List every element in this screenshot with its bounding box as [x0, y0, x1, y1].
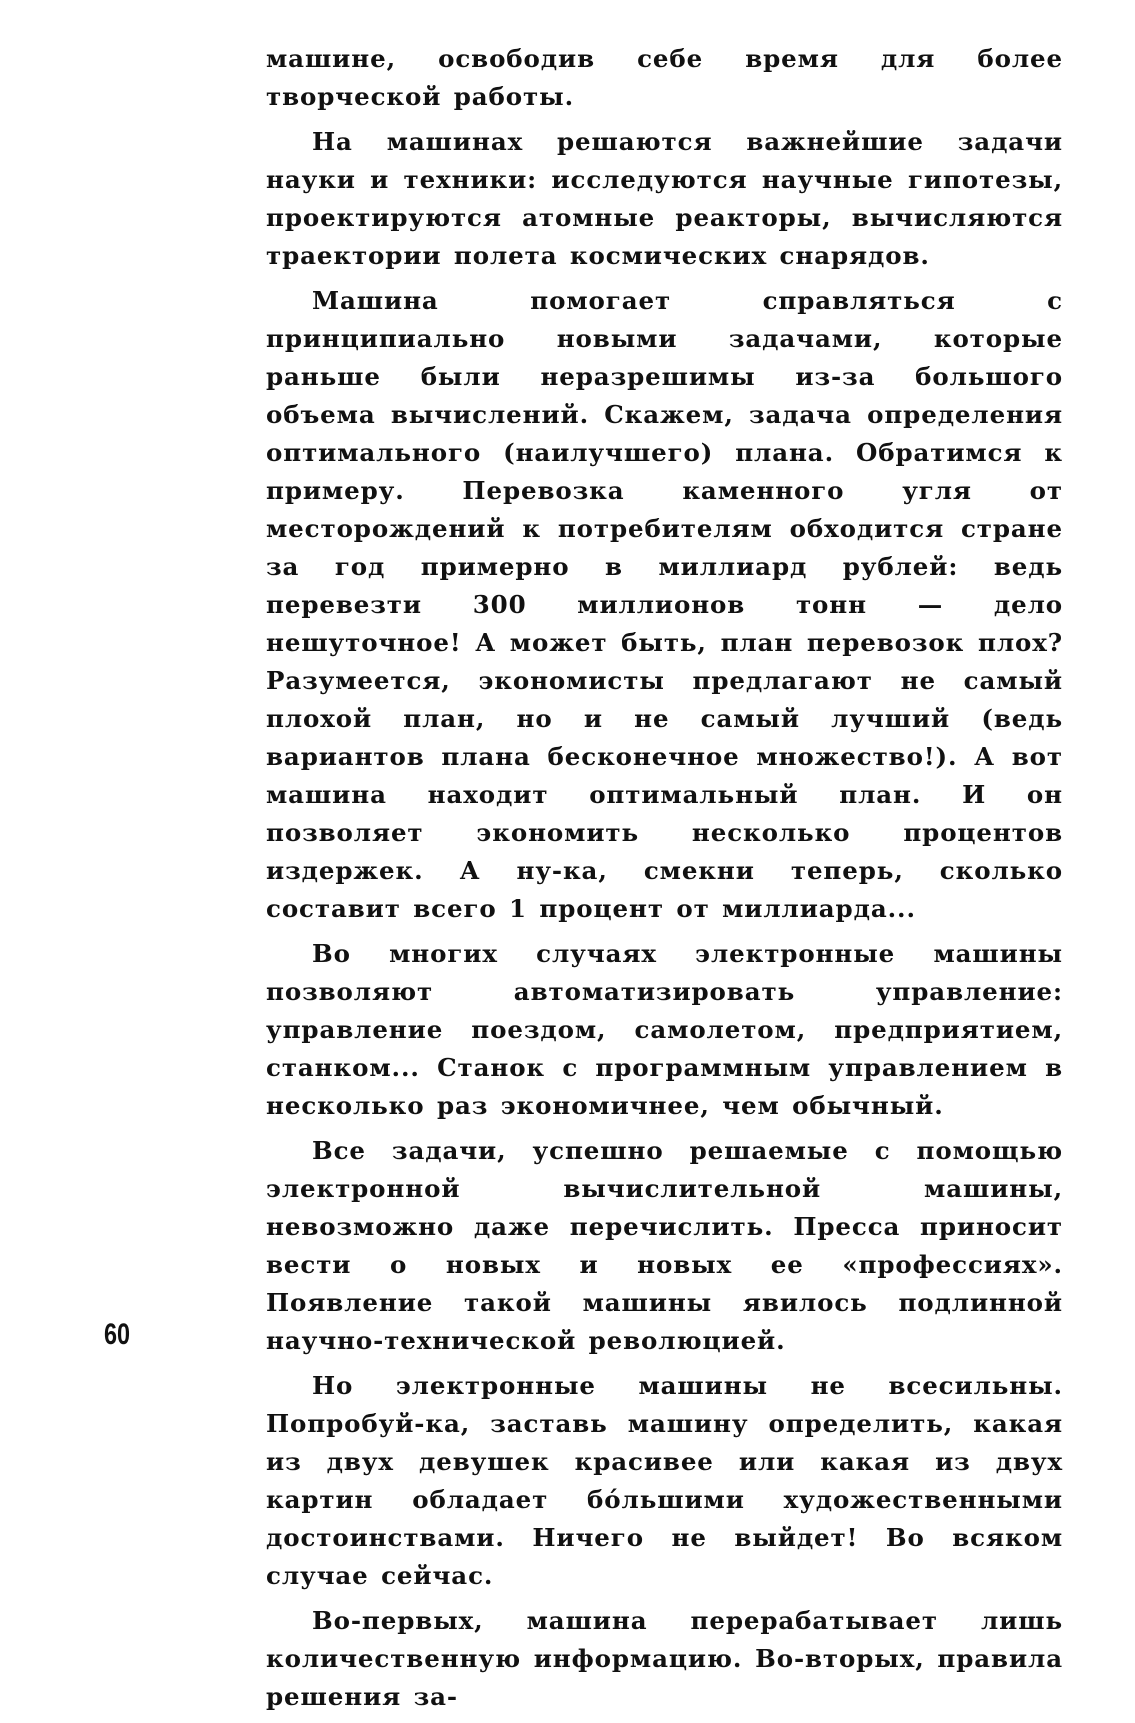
paragraph: Во-первых, машина перерабатывает лишь количественную информацию. Во-вторых, правила решения за-	[266, 1606, 1063, 1711]
paragraph: На машинах решаются важнейшие задачи науки и техники: исследуются научные гипотезы, проектируются атомные реакторы, вычисляются траектории полета космических снарядов.	[266, 127, 1063, 270]
paragraph: Во многих случаях электронные машины позволяют автоматизировать управление: управление поездом, самолетом, предприятием, станком... Станок с программным управлением в несколько раз экономичнее, чем обычный.	[266, 939, 1063, 1120]
paragraph: Все задачи, успешно решаемые с помощью электронной вычислительной машины, невозможно даже перечислить. Пресса приносит вести о новых и новых ее «профессиях». Появление такой машины явилось подлинной научно-технической революцией.	[266, 1136, 1063, 1355]
paragraph: Машина помогает справляться с принципиально новыми задачами, которые раньше были неразрешимы из-за большого объема вычислений. Скажем, задача определения оптимального (наилучшего) плана. Обратимся к примеру. Перевозка каменного угля от месторождений к потребителям обходится стране за год примерно в миллиард рублей: ведь перевезти 300 миллионов тонн — дело нешуточное! А может быть, план перевозок плох? Разумеется, экономисты предлагают не самый плохой план, но и не самый лучший (ведь вариантов плана бесконечное множество!). А вот машина находит оптимальный план. И он позволяет экономить несколько процентов издержек. А ну-ка, смекни теперь, сколько составит всего 1 процент от миллиарда...	[266, 286, 1063, 923]
paragraph-continuation: машине, освободив себе время для более творческой работы.	[266, 44, 1063, 111]
paragraph: Но электронные машины не всесильны. Попробуй-ка, заставь машину определить, какая из двух девушек красивее или какая из двух картин обладает бóльшими художественными достоинствами. Ничего не выйдет! Во всяком случае сейчас.	[266, 1371, 1063, 1590]
page-number: 60	[104, 1318, 131, 1351]
body-text	[266, 40, 1063, 1723]
